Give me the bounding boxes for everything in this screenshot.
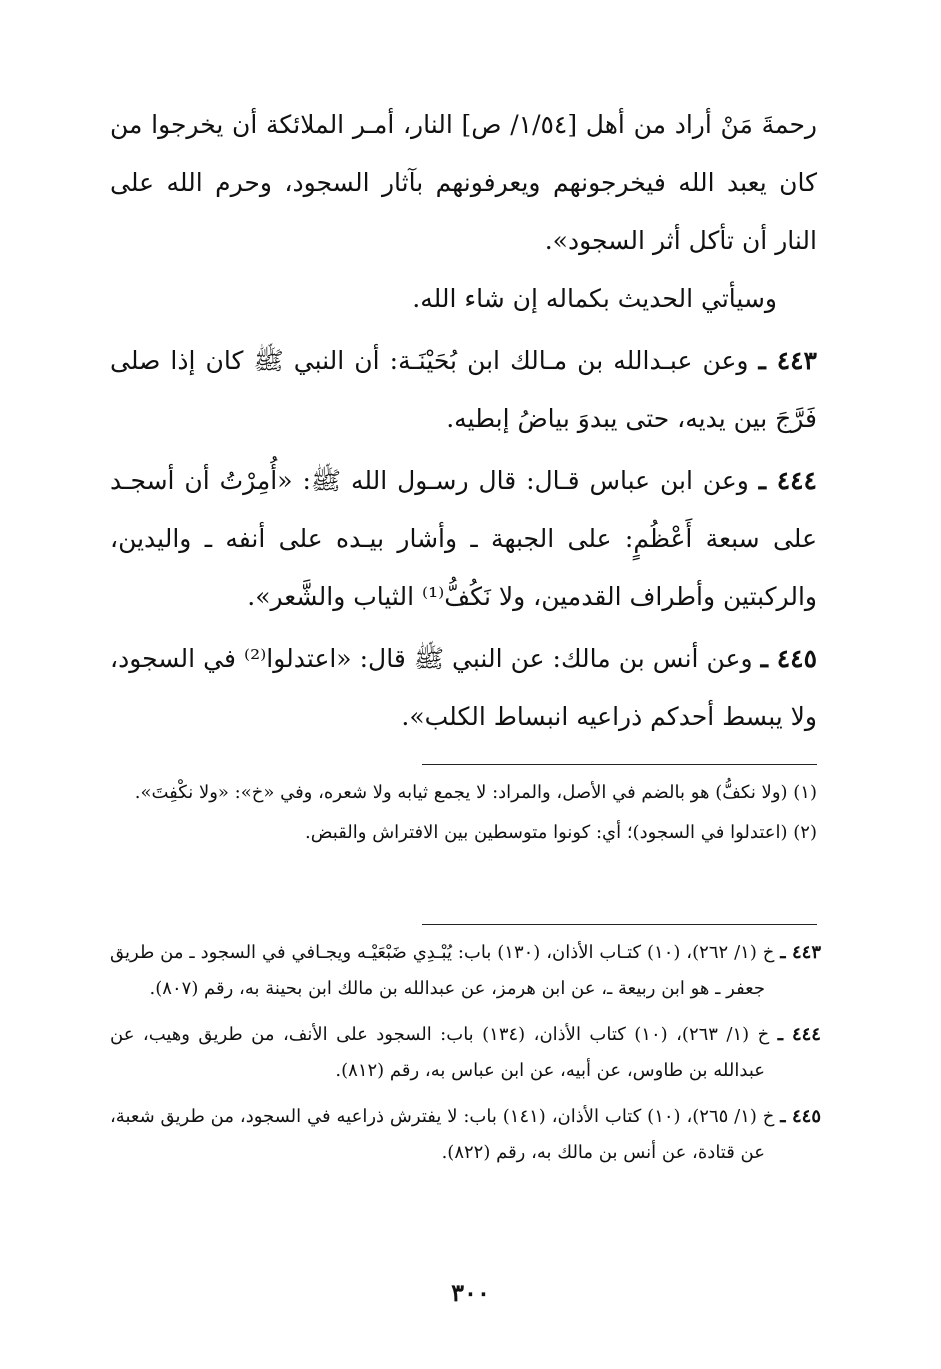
paragraph-note: وسيأتي الحديث بكماله إن شاء الله.: [412, 284, 777, 313]
footnote-1: (١) (ولا نكفُّ) هو بالضم في الأصل، والمراد: لا يجمع ثيابه ولا شعره، وفي «خ»: «ولا نكْفِتَ».: [134, 782, 817, 803]
hadith-444: [110, 452, 817, 626]
takhrij-notes: [110, 935, 821, 1181]
takhrij-number: ٤٤٥ ـ: [780, 1106, 821, 1127]
takhrij-text: خ (١/ ٢٦٥)، (١٠) كتاب الأذان، (١٤١) باب: لا يفترش ذراعيه في السجود، من طريق شعبة، عن قتادة، عن أنس بن مالك به، رقم (٨٢٢).: [110, 1106, 775, 1163]
hadith-text: وعن أنس بن مالك: عن النبي ﷺ قال: «اعتدلوا⁽²⁾ في السجود، ولا يبسط أحدكم ذراعيه انبساط الكلب».: [110, 644, 817, 731]
hadith-445: [110, 630, 817, 746]
hadith-443: [110, 332, 817, 448]
main-text: [110, 96, 817, 746]
hadith-number: ٤٤٤ ـ: [758, 466, 817, 495]
takhrij-445: [110, 1099, 821, 1171]
hadith-text: وعن عبـدالله بن مـالك ابن بُحَيْنَـة: أن النبي ﷺ كان إذا صلى فَرَّجَ بين يديه، حتى يبدوَ بياضُ إبطيه.: [110, 346, 817, 433]
hadith-number: ٤٤٥ ـ: [760, 644, 818, 673]
hadith-number: ٤٤٣ ـ: [758, 346, 817, 375]
takhrij-text: خ (١/ ٢٦٣)، (١٠) كتاب الأذان، (١٣٤) باب: السجود على الأنف، من طريق وهيب، عن عبدالله بن طاوس، عن أبيه، عن ابن عباس به، رقم (٨١٢).: [110, 1024, 770, 1081]
hadith-text: وعن ابن عباس قـال: قال رسـول الله ﷺ: «أُمِرْتُ أن أسجـد على سبعة أَعْظُمٍ: على الجبهة ـ وأشار بيـده على أنفه ـ واليدين، والركبتين وأطراف القدمين، ولا نَكُفُّ⁽¹⁾ الثياب والشَّعر».: [110, 466, 817, 611]
takhrij-number: ٤٤٣ ـ: [780, 942, 821, 963]
takhrij-444: [110, 1017, 821, 1089]
page-number: ٣٠٠: [451, 1278, 490, 1307]
takhrij-text: خ (١/ ٢٦٢)، (١٠) كتـاب الأذان، (١٣٠) باب: يُبْـدِي ضَبْعَيْـه ويجـافي في السجود ـ من طريق جعفر ـ هو ابن ربيعة ـ، عن ابن هرمز، عن عبدالله بن مالك ابن بحينة به، رقم (٨٠٧).: [110, 942, 775, 999]
footnotes: [110, 776, 817, 850]
footnote-separator: [422, 764, 817, 765]
takhrij-number: ٤٤٤ ـ: [777, 1024, 821, 1045]
footnote-2: (٢) (اعتدلوا في السجود)؛ أي: كونوا متوسطين بين الافتراش والقبض.: [304, 822, 817, 843]
paragraph-continuation: رحمةَ مَنْ أراد من أهل [١/٥٤/ ص] النار، أمـر الملائكة أن يخرجوا من كان يعبد الله فيخرجونهم ويعرفونهم بآثار السجود، وحرم الله على النار أن تأكل أثر السجود».: [110, 110, 817, 255]
takhrij-443: [110, 935, 821, 1007]
takhrij-separator: [422, 924, 817, 925]
